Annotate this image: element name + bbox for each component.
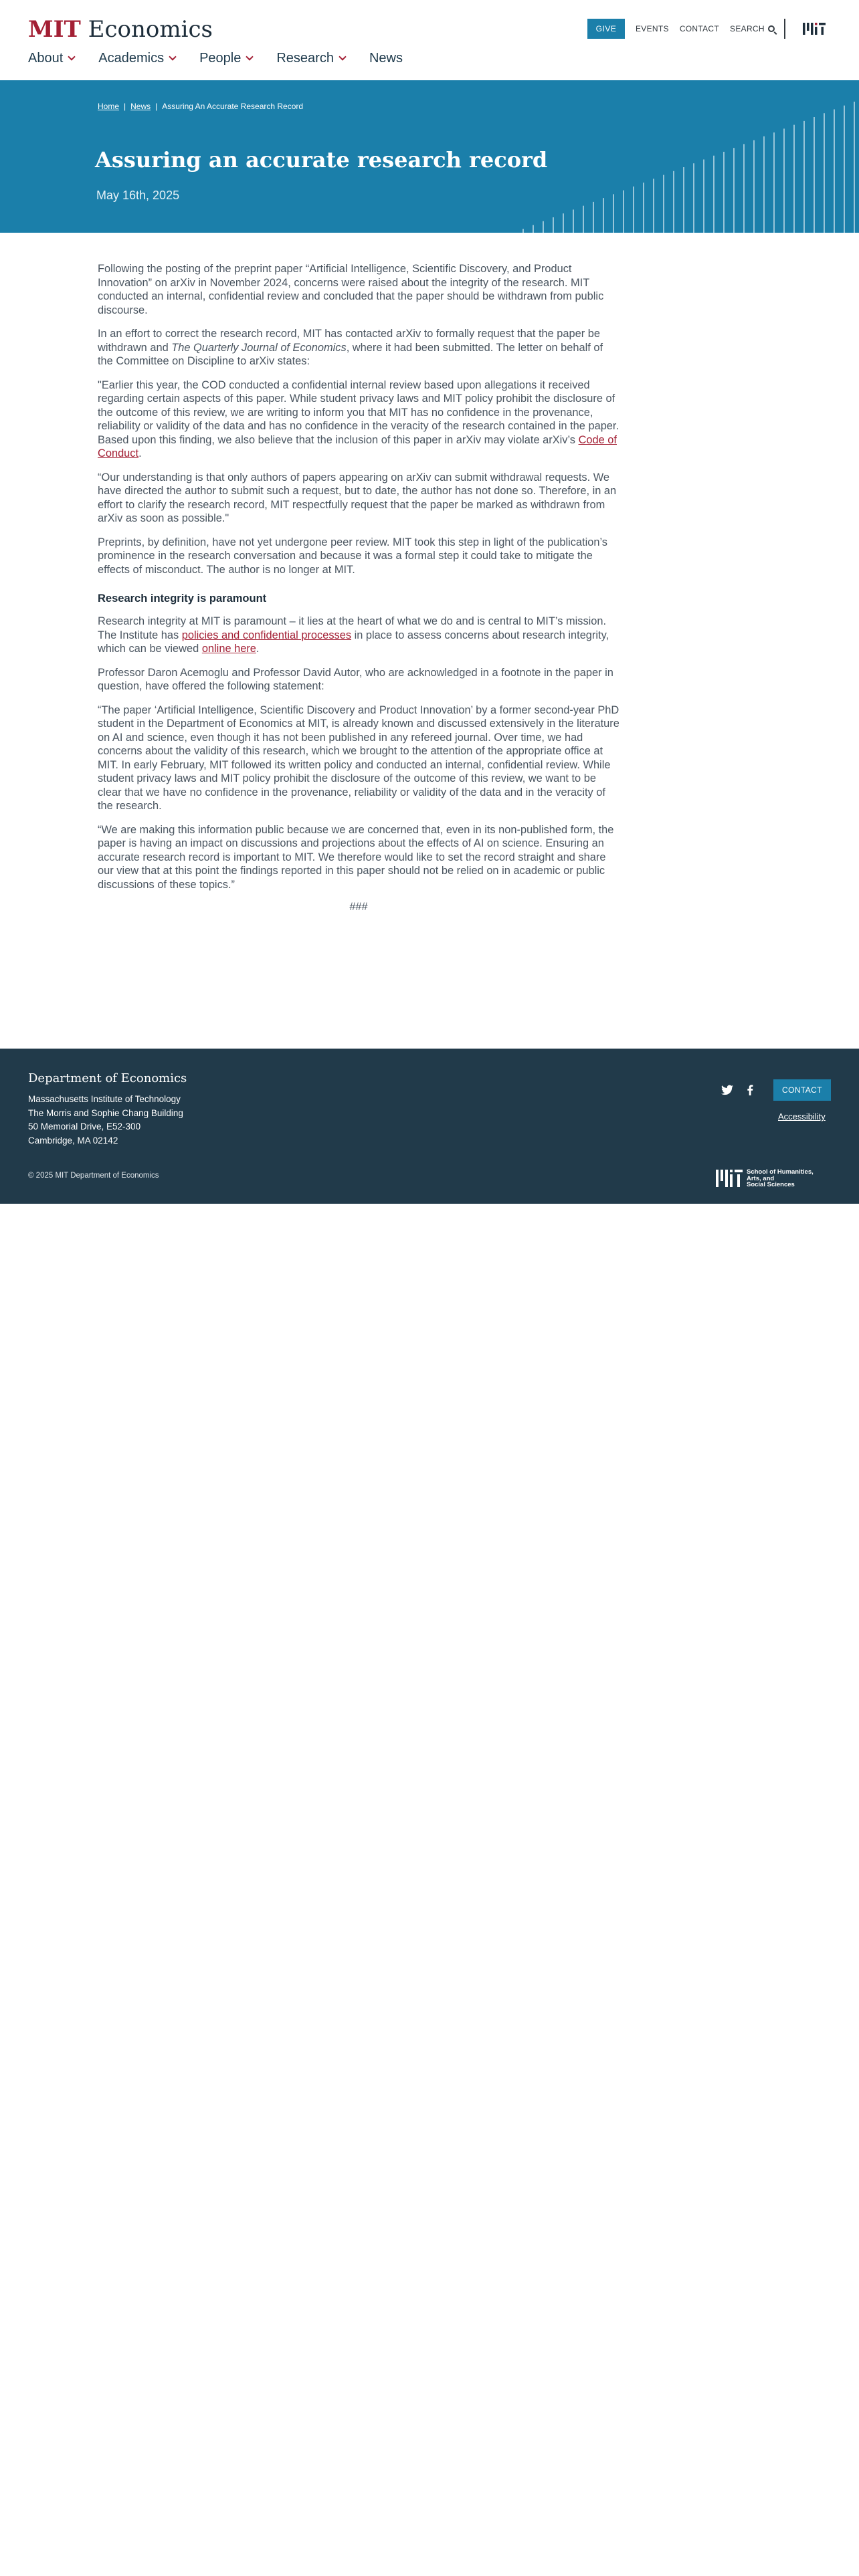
- address-line: The Morris and Sophie Chang Building: [28, 1107, 183, 1118]
- chevron-down-icon: [68, 53, 76, 60]
- code-of-conduct-link[interactable]: Code of Conduct: [98, 433, 617, 459]
- nav-about-label: About: [28, 50, 64, 66]
- paragraph: [98, 615, 619, 656]
- quote-paragraph: “The paper ‘Artificial Intelligence, Scientific Discovery and Product Innovation’ by a former second-year PhD student in the Department of Economics at MIT, is already known and discussed extensively in the literature on AI and science, even though it has not been published in any refereed journal. Over time, we had concerns about the validity of this research, which we brought to the attention of the appropriate office at MIT. In early February, MIT followed its written policy and conducted an internal, confidential review. While student privacy laws and MIT policy prohibit the disclosure of the outcome of this review, we want to be clear that we have no confidence in the provenance, reliability or validity of the data and in the veracity of the research.: [98, 704, 619, 812]
- nav-academics[interactable]: [98, 49, 175, 67]
- article-body: [98, 262, 619, 924]
- shass-name: [747, 1169, 814, 1188]
- paragraph: Preprints, by definition, have not yet undergone peer review. MIT took this step in light of the publication’s prominence in the research conversation and because it was a formal step it could take to mitigate the effects of misconduct. The author is no longer at MIT.: [98, 536, 608, 576]
- mit-logo[interactable]: [803, 23, 826, 35]
- site-logo[interactable]: [28, 16, 213, 43]
- breadcrumb: [98, 102, 303, 111]
- events-link[interactable]: EVENTS: [636, 24, 669, 33]
- site-footer: [0, 1049, 859, 1204]
- search-icon: [768, 25, 775, 32]
- breadcrumb-news[interactable]: News: [130, 102, 151, 111]
- paragraph-text: Research integrity at MIT is paramount – it lies at the heart of what we do and is central to MIT’s mission. The Institute has: [98, 615, 607, 641]
- page-title: Assuring an accurate research record: [95, 147, 548, 173]
- brand-mit: MIT: [28, 16, 81, 43]
- quote-paragraph: “Our understanding is that only authors of papers appearing on arXiv can submit withdrawal requests. We have directed the author to submit such a request, but to date, the author has not done so. Therefore, in an effort to clarify the research record, MIT respectfully request that the paper be marked as withdrawn from arXiv as soon as possible.": [98, 471, 617, 524]
- footer-contact-button[interactable]: CONTACT: [773, 1079, 831, 1101]
- shass-logo: [716, 1170, 743, 1187]
- address-line: Cambridge, MA 02142: [28, 1135, 118, 1146]
- social-links: [721, 1085, 756, 1095]
- decorative-stripes: [515, 80, 859, 233]
- paragraph-text: in place to assess concerns about research integrity, which can be viewed: [98, 629, 609, 655]
- shass-line: School of Humanities,: [747, 1168, 814, 1176]
- online-here-link[interactable]: online here: [201, 643, 256, 655]
- paragraph-text: , where it had been submitted. The letter on behalf of the Committee on Discipline to arXiv states:: [98, 341, 603, 367]
- chevron-down-icon: [339, 53, 346, 60]
- main-nav: [28, 49, 427, 67]
- nav-academics-label: Academics: [98, 50, 165, 66]
- nav-news-label: News: [369, 50, 403, 66]
- breadcrumb-home[interactable]: Home: [98, 102, 120, 111]
- paragraph: Following the posting of the preprint paper “Artificial Intelligence, Scientific Discovery, and Product Innovation” on arXiv in November 2024, concerns were raised about the integrity of the research. MIT conducted an internal, confidential review and concluded that the paper should be withdrawn from public discourse.: [98, 263, 604, 316]
- footer-address: [28, 1093, 183, 1148]
- search-link[interactable]: [730, 24, 775, 33]
- nav-about[interactable]: [28, 49, 74, 67]
- nav-people[interactable]: [199, 49, 252, 67]
- nav-research-label: Research: [276, 50, 334, 66]
- accessibility-link[interactable]: Accessibility: [778, 1111, 826, 1121]
- give-button[interactable]: GIVE: [587, 19, 625, 39]
- brand-economics: Economics: [88, 16, 213, 43]
- section-heading: Research integrity is paramount: [98, 593, 267, 605]
- nav-news[interactable]: [369, 49, 403, 67]
- nav-people-label: People: [199, 50, 242, 66]
- chevron-down-icon: [246, 53, 254, 60]
- shass-line: Arts, and: [747, 1174, 775, 1182]
- shass-line: Social Sciences: [747, 1181, 795, 1188]
- breadcrumb-current: Assuring An Accurate Research Record: [162, 102, 304, 111]
- footer-dept-name: Department of Economics: [28, 1071, 187, 1085]
- article-hero: [0, 80, 859, 233]
- contact-link[interactable]: CONTACT: [679, 24, 720, 33]
- journal-title: The Quarterly Journal of Economics: [171, 341, 347, 354]
- address-line: 50 Memorial Drive, E52-300: [28, 1121, 141, 1132]
- quote-paragraph: [98, 379, 619, 461]
- paragraph-text: .: [138, 447, 142, 459]
- paragraph: Professor Daron Acemoglu and Professor David Autor, who are acknowledged in a footnote in the paper in question, have offered the following statement:: [98, 666, 613, 692]
- twitter-icon[interactable]: [721, 1085, 733, 1095]
- breadcrumb-separator: |: [124, 102, 126, 111]
- facebook-icon[interactable]: [744, 1085, 756, 1095]
- utility-nav: [587, 19, 775, 39]
- address-line: Massachusetts Institute of Technology: [28, 1094, 181, 1104]
- nav-research[interactable]: [276, 49, 345, 67]
- paragraph-text: "Earlier this year, the COD conducted a confidential internal review based upon allegations it received regarding certain aspects of this paper. While student privacy laws and MIT policy prohibit the disclosure of the outcome of this review, we are writing to inform you that MIT has no confidence in the provenance, reliability or validity of the data and has no confidence in the veracity of the research contained in the paper. Based upon this finding, we also believe that the inclusion of this paper in arXiv may violate arXiv’s: [98, 379, 619, 446]
- breadcrumb-separator: |: [155, 102, 158, 111]
- search-label: SEARCH: [730, 24, 765, 33]
- utility-divider: [784, 19, 785, 39]
- paragraph-text: .: [256, 643, 260, 655]
- chevron-down-icon: [169, 53, 176, 60]
- paragraph-text: In an effort to correct the research record, MIT has contacted arXiv to formally request that the paper be withdrawn and: [98, 328, 601, 354]
- end-mark: ###: [349, 901, 368, 913]
- copyright: © 2025 MIT Department of Economics: [28, 1172, 159, 1180]
- shass-logo-block[interactable]: [716, 1169, 814, 1188]
- policies-link[interactable]: policies and confidential processes: [181, 629, 352, 641]
- site-header: [0, 0, 859, 80]
- paragraph: [98, 327, 619, 368]
- publish-date: May 16th, 2025: [96, 189, 180, 202]
- quote-paragraph: “We are making this information public because we are concerned that, even in its non-published form, the paper is having an impact on discussions and projections about the effects of AI on science. Ensuring an accurate research record is important to MIT. We therefore would like to set the record straight and share our view that at this point the findings reported in this paper should not be relied on in academic or public discussions of these topics.”: [98, 823, 614, 891]
